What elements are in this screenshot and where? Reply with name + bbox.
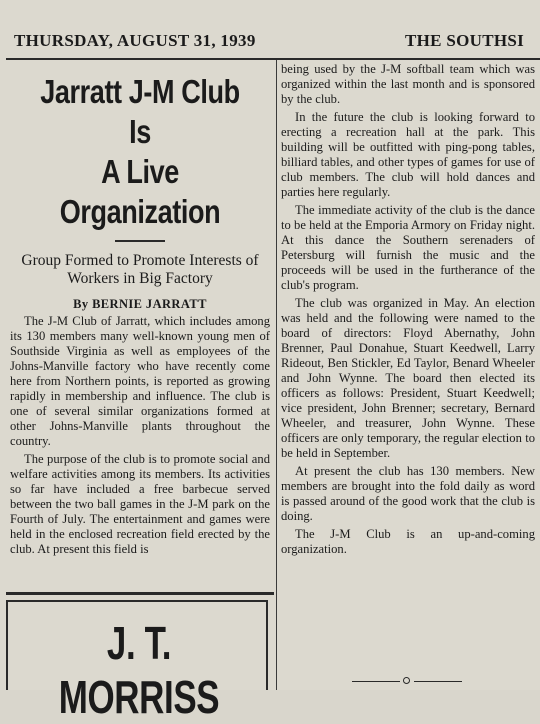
paragraph: At present the club has 130 members. New members are brought into the fold daily as word is passed around of the good work that the club is doing. bbox=[281, 464, 535, 523]
paragraph: The J-M Club is an up-and-coming organization. bbox=[281, 527, 535, 556]
end-mark-line-left bbox=[352, 681, 400, 682]
issue-date: THURSDAY, AUGUST 31, 1939 bbox=[14, 31, 256, 50]
headline-line-1: Jarratt J-M Club Is bbox=[40, 73, 240, 150]
end-mark-line-right bbox=[414, 681, 462, 682]
article-left-column bbox=[6, 62, 274, 560]
advertisement-box bbox=[6, 600, 268, 723]
advertisement-rule bbox=[6, 592, 274, 595]
article-headline bbox=[30, 72, 250, 232]
article-body-right bbox=[277, 62, 539, 557]
header-rule bbox=[6, 58, 540, 60]
headline-line-2: A Live Organization bbox=[59, 153, 221, 230]
paragraph: The J-M Club of Jarratt, which includes among its 130 members many well-known young men of Southside Virginia as well as employees of the Johns-Manville factory who have recently come here from Northern points, is reported as growing rapidly in membership and influence. The club is one of several similar organizations formed at other Johns-Manville plants throughout the country. bbox=[10, 314, 270, 448]
article-end-mark bbox=[352, 676, 462, 686]
paragraph: The immediate activity of the club is the dance to be held at the Emporia Armory on Friday night. At this dance the Southern serenaders of Petersburg will furnish the music and the proceeds will be used in the furtherance of the club's program. bbox=[281, 203, 535, 292]
end-mark-circle bbox=[403, 677, 410, 684]
newspaper-name: THE SOUTHSI bbox=[405, 31, 525, 50]
advertisement-name: J. T. MORRISS bbox=[58, 617, 220, 723]
article-body-left bbox=[6, 314, 274, 557]
article-byline: By BERNIE JARRATT bbox=[73, 297, 207, 311]
paragraph: The club was organized in May. An election was held and the following were named to the board of directors: Floyd Abernathy, John Brenner, Paul Donahue, Stuart Keedwell, Larry Rideout, Ben Stickler, Ed Taylor, Benard Wheeler and John Wynne. The board then elected its officers as follows: President, Stuart Keedwell; vice president, John Brenner; secretary, Bernard Wheeler, and treasurer, John Wynne. These officers are only temporary, the regular election to be held in September. bbox=[281, 296, 535, 460]
paragraph-continuation: being used by the J-M softball team which was organized within the last month and is sponsored by the club. bbox=[281, 62, 535, 106]
page-header bbox=[0, 28, 540, 58]
headline-divider bbox=[115, 240, 165, 242]
article-subhead: Group Formed to Promote Interests of Workers in Big Factory bbox=[21, 252, 259, 287]
article-right-column bbox=[277, 62, 539, 560]
paragraph: In the future the club is looking forward to erecting a recreation hall at the park. This building will be outfitted with ping-pong tables, billiard tables, and other types of games for use of club members. The club will hold dances and parties here regularly. bbox=[281, 110, 535, 199]
paragraph: The purpose of the club is to promote social and welfare activities among its members. Its activities so far have included a free barbecue served between the two ball games in the J-M park on the Fourth of July. The entertainment and games were held in the enclosed recreation field erected by the club. At present this field is bbox=[10, 452, 270, 556]
